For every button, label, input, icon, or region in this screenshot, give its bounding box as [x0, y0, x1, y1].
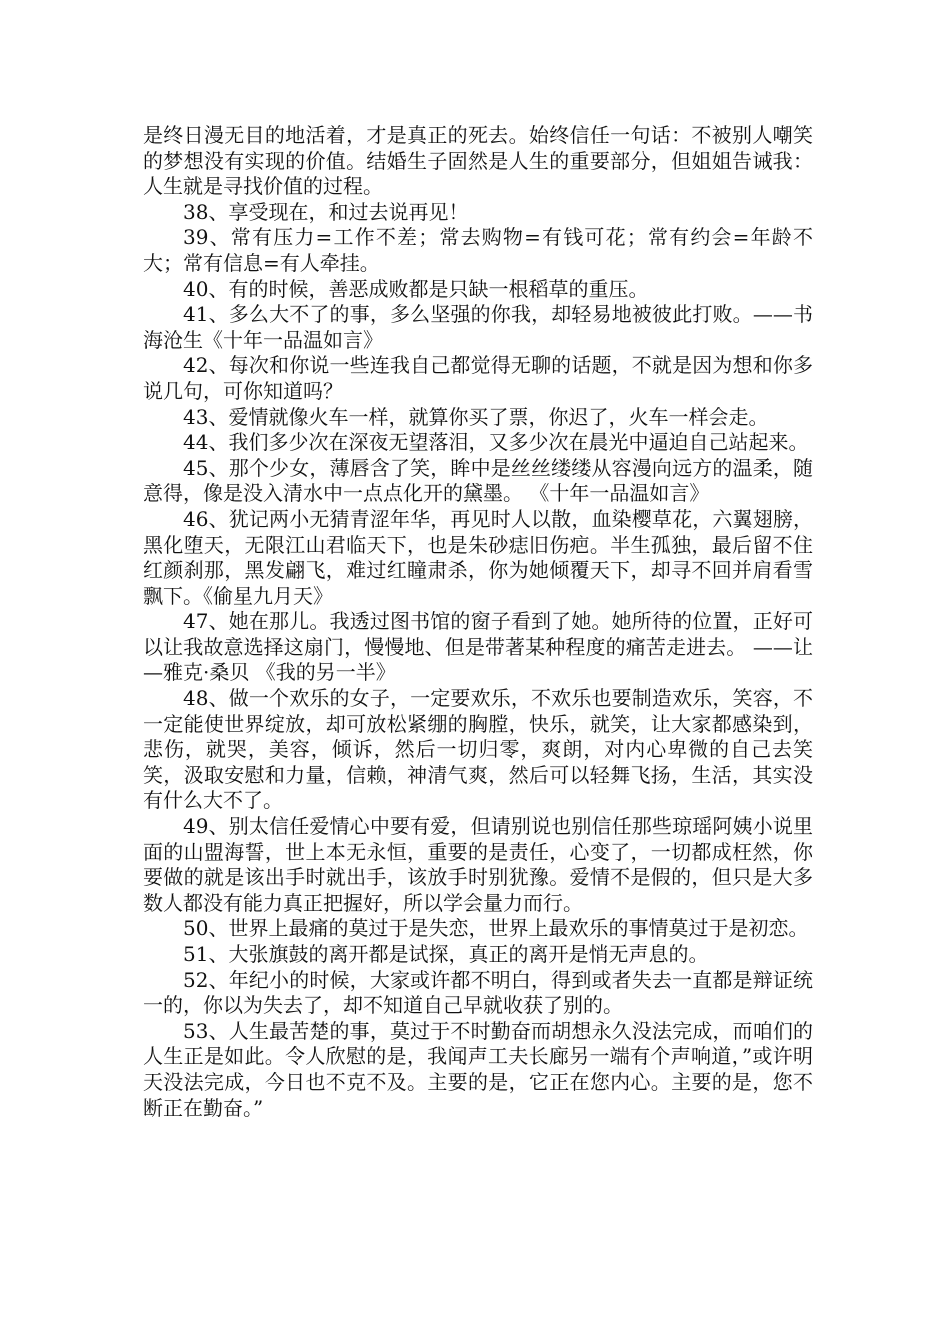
paragraph-45: 45、那个少女，薄唇含了笑，眸中是丝丝缕缕从容漫向远方的温柔，随意得，像是没入清水中一点点化开的黛墨。 《十年一品温如言》	[143, 455, 813, 506]
paragraph-44: 44、我们多少次在深夜无望落泪，又多少次在晨光中逼迫自己站起来。	[183, 430, 809, 455]
paragraph-50: 50、世界上最痛的莫过于是失恋，世界上最欢乐的事情莫过于是初恋。	[183, 916, 809, 941]
paragraph-43: 43、爱情就像火车一样，就算你买了票，你迟了，火车一样会走。	[183, 404, 769, 429]
paragraph-42: 42、每次和你说一些连我自己都觉得无聊的话题，不就是因为想和你多说几句，可你知道吗？	[143, 353, 813, 403]
paragraph-49: 49、别太信任爱情心中要有爱，但请别说也别信任那些琼瑶阿姨小说里面的山盟海誓，世上本无永恒，重要的是责任，心变了，一切都成枉然，你要做的就是该出手时就出手，该放手时别犹豫。爱情不是假的，但只是大多数人都没有能力真正把握好，所以学会量力而行。	[143, 814, 813, 915]
paragraph-38: 38、享受现在，和过去说再见！	[183, 199, 469, 224]
paragraph-52: 52、年纪小的时候，大家或许都不明白，得到或者失去一直都是辩证统一的，你以为失去了，却不知道自己早就收获了别的。	[143, 967, 813, 1018]
paragraph-39: 39、常有压力=工作不差；常去购物=有钱可花；常有约会=年龄不大；常有信息=有人牵挂。	[143, 225, 813, 275]
paragraph-46: 46、犹记两小无猜青涩年华，再见时人以散，血染樱草花，六翼翅膀，黑化堕天，无限江山君临天下，也是朱砂痣旧伤疤。半生孤独，最后留不住红颜刹那，黑发翩飞，难过红瞳肃杀，你为她倾覆天下，却寻不回并肩看雪飘下。《偷星九月天》	[143, 506, 813, 608]
paragraph-continuation: 是终日漫无目的地活着，才是真正的死去。始终信任一句话：不被别人嘲笑的梦想没有实现的价值。结婚生子固然是人生的重要部分，但姐姐告诫我：人生就是寻找价值的过程。	[143, 123, 813, 199]
paragraph-40: 40、有的时候，善恶成败都是只缺一根稻草的重压。	[183, 276, 649, 301]
paragraph-41: 41、多么大不了的事，多么坚强的你我，却轻易地被彼此打败。——书海沧生《十年一品温如言》	[143, 302, 813, 352]
paragraph-48: 48、做一个欢乐的女子，一定要欢乐，不欢乐也要制造欢乐，笑容，不一定能使世界绽放，却可放松紧绷的胸膛，快乐，就笑，让大家都感染到，悲伤，就哭，美容，倾诉，然后一切归零，爽朗，对内心卑微的自己去笑笑，汲取安慰和力量，信赖，神清气爽，然后可以轻舞飞扬，生活，其实没有什么大不了。	[143, 686, 813, 813]
paragraph-53: 53、人生最苦楚的事，莫过于不时勤奋而胡想永久没法完成，而咱们的人生正是如此。令人欣慰的是，我闻声工夫长廊另一端有个声响道，”或许明天没法完成，今日也不克不及。主要的是，它正在您内心。主要的是，您不断正在勤奋。”	[143, 1018, 813, 1120]
paragraph-51: 51、大张旗鼓的离开都是试探，真正的离开是悄无声息的。	[183, 942, 709, 966]
paragraph-47: 47、她在那儿。我透过图书馆的窗子看到了她。她所待的位置，正好可以让我故意选择这扇门，慢慢地、但是带著某种程度的痛苦走进去。 ——让—雅克·桑贝 《我的另一半》	[143, 609, 813, 685]
document-body	[143, 123, 813, 1121]
